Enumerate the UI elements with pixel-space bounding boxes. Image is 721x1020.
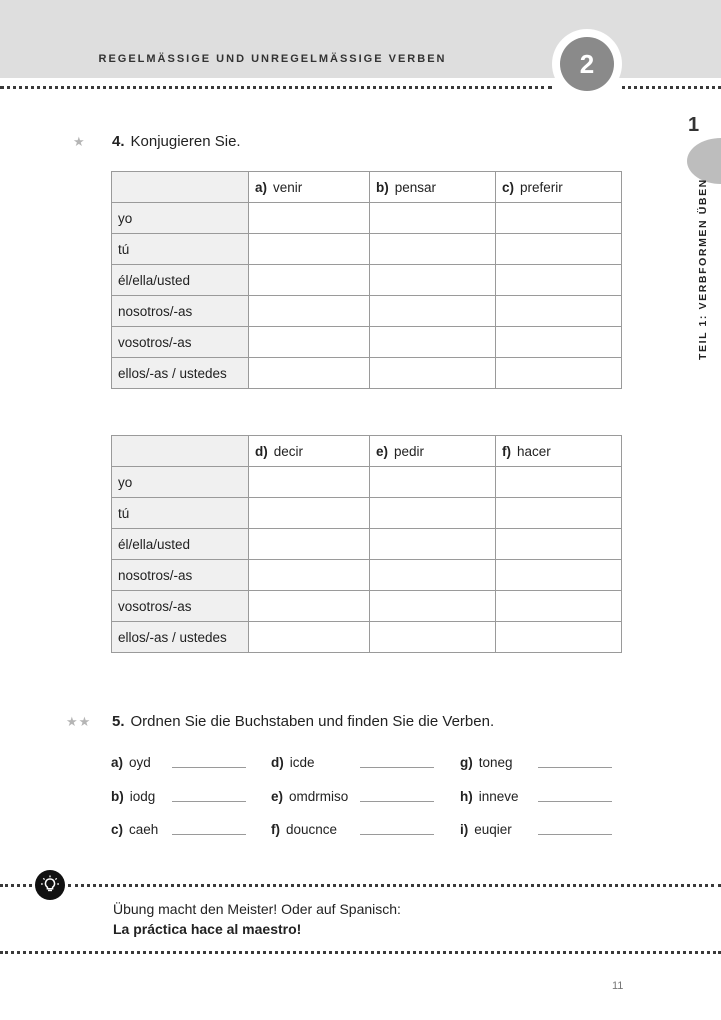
answer-cell[interactable] bbox=[496, 265, 622, 296]
pronoun-cell: vosotros/-as bbox=[112, 327, 249, 358]
answer-blank[interactable] bbox=[538, 767, 612, 768]
pronoun-cell: tú bbox=[112, 498, 249, 529]
answer-cell[interactable] bbox=[370, 358, 496, 389]
answer-cell[interactable] bbox=[249, 622, 370, 653]
difficulty-stars: ★ bbox=[73, 134, 86, 149]
answer-blank[interactable] bbox=[538, 801, 612, 802]
answer-cell[interactable] bbox=[249, 560, 370, 591]
anagram-item: i) euqier bbox=[460, 822, 512, 837]
answer-cell[interactable] bbox=[370, 265, 496, 296]
conjugation-table-2 bbox=[111, 435, 622, 653]
corner-cell bbox=[112, 436, 249, 467]
answer-cell[interactable] bbox=[249, 296, 370, 327]
table-row bbox=[112, 296, 622, 327]
answer-cell[interactable] bbox=[496, 498, 622, 529]
answer-cell[interactable] bbox=[249, 591, 370, 622]
pronoun-cell: ellos/-as / ustedes bbox=[112, 358, 249, 389]
pronoun-cell: nosotros/-as bbox=[112, 560, 249, 591]
answer-cell[interactable] bbox=[370, 467, 496, 498]
answer-cell[interactable] bbox=[249, 358, 370, 389]
exercise-5-heading bbox=[112, 713, 494, 730]
answer-cell[interactable] bbox=[496, 203, 622, 234]
answer-cell[interactable] bbox=[249, 498, 370, 529]
tip-bottom-dotted-divider bbox=[0, 951, 721, 954]
verb-header: f) hacer bbox=[496, 436, 622, 467]
header-dotted-divider-right bbox=[622, 86, 721, 89]
answer-cell[interactable] bbox=[496, 467, 622, 498]
exercise-4-heading bbox=[112, 133, 241, 150]
verb-header: d) decir bbox=[249, 436, 370, 467]
answer-cell[interactable] bbox=[496, 327, 622, 358]
verb-header: c) preferir bbox=[496, 172, 622, 203]
table-row bbox=[112, 327, 622, 358]
answer-cell[interactable] bbox=[496, 296, 622, 327]
header-dotted-divider bbox=[0, 86, 552, 89]
table-row bbox=[112, 234, 622, 265]
answer-cell[interactable] bbox=[496, 529, 622, 560]
answer-cell[interactable] bbox=[370, 203, 496, 234]
exercise-number: 4. bbox=[112, 133, 125, 150]
answer-cell[interactable] bbox=[249, 327, 370, 358]
answer-blank[interactable] bbox=[172, 767, 246, 768]
answer-cell[interactable] bbox=[496, 591, 622, 622]
tip-dotted-divider bbox=[68, 884, 721, 887]
answer-blank[interactable] bbox=[538, 834, 612, 835]
answer-cell[interactable] bbox=[370, 560, 496, 591]
verb-header: e) pedir bbox=[370, 436, 496, 467]
answer-cell[interactable] bbox=[249, 203, 370, 234]
anagram-item: f) doucnce bbox=[271, 822, 338, 837]
table-row bbox=[112, 203, 622, 234]
answer-cell[interactable] bbox=[249, 467, 370, 498]
table-header-row bbox=[112, 436, 622, 467]
pronoun-cell: vosotros/-as bbox=[112, 591, 249, 622]
table-row bbox=[112, 358, 622, 389]
anagram-item: g) toneg bbox=[460, 755, 513, 770]
answer-cell[interactable] bbox=[496, 358, 622, 389]
pronoun-cell: él/ella/usted bbox=[112, 265, 249, 296]
answer-cell[interactable] bbox=[370, 622, 496, 653]
pronoun-cell: yo bbox=[112, 467, 249, 498]
anagram-item: c) caeh bbox=[111, 822, 159, 837]
answer-blank[interactable] bbox=[172, 834, 246, 835]
answer-cell[interactable] bbox=[249, 265, 370, 296]
answer-blank[interactable] bbox=[360, 767, 434, 768]
table-row bbox=[112, 560, 622, 591]
answer-blank[interactable] bbox=[172, 801, 246, 802]
anagram-item: b) iodg bbox=[111, 789, 156, 804]
answer-cell[interactable] bbox=[370, 234, 496, 265]
tip-text: Übung macht den Meister! Oder auf Spanisch: bbox=[113, 901, 401, 917]
answer-cell[interactable] bbox=[496, 234, 622, 265]
verb-header: a) venir bbox=[249, 172, 370, 203]
answer-cell[interactable] bbox=[370, 591, 496, 622]
table-row bbox=[112, 591, 622, 622]
answer-cell[interactable] bbox=[249, 529, 370, 560]
answer-cell[interactable] bbox=[496, 622, 622, 653]
exercise-number: 5. bbox=[112, 713, 125, 730]
tip-spanish-proverb: La práctica hace al maestro! bbox=[113, 921, 302, 937]
answer-cell[interactable] bbox=[370, 327, 496, 358]
corner-cell bbox=[112, 172, 249, 203]
pronoun-cell: ellos/-as / ustedes bbox=[112, 622, 249, 653]
page-number: 11 bbox=[612, 980, 624, 992]
exercise-title: Konjugieren Sie. bbox=[130, 133, 241, 150]
verb-header: b) pensar bbox=[370, 172, 496, 203]
pronoun-cell: tú bbox=[112, 234, 249, 265]
tip-dotted-divider-left bbox=[0, 884, 32, 887]
exercise-title: Ordnen Sie die Buchstaben und finden Sie die Verben. bbox=[130, 713, 495, 730]
table-row bbox=[112, 265, 622, 296]
chapter-badge: 2 bbox=[560, 37, 614, 91]
table-row bbox=[112, 529, 622, 560]
table-header-row bbox=[112, 172, 622, 203]
lightbulb-icon bbox=[35, 870, 65, 900]
section-title: REGELMÄSSIGE UND UNREGELMÄSSIGE VERBEN bbox=[98, 53, 447, 65]
anagram-item: a) oyd bbox=[111, 755, 151, 770]
table-row bbox=[112, 622, 622, 653]
table-row bbox=[112, 498, 622, 529]
pronoun-cell: nosotros/-as bbox=[112, 296, 249, 327]
anagram-item: e) omdrmiso bbox=[271, 789, 349, 804]
pronoun-cell: él/ella/usted bbox=[112, 529, 249, 560]
answer-cell[interactable] bbox=[370, 529, 496, 560]
pronoun-cell: yo bbox=[112, 203, 249, 234]
answer-cell[interactable] bbox=[249, 234, 370, 265]
conjugation-table-1 bbox=[111, 171, 622, 389]
difficulty-stars: ★★ bbox=[66, 714, 92, 729]
anagram-item: h) inneve bbox=[460, 789, 519, 804]
side-section-label: TEIL 1: VERBFORMEN ÜBEN bbox=[697, 178, 709, 360]
anagram-item: d) icde bbox=[271, 755, 315, 770]
answer-cell[interactable] bbox=[496, 560, 622, 591]
answer-blank[interactable] bbox=[360, 801, 434, 802]
answer-blank[interactable] bbox=[360, 834, 434, 835]
part-number: 1 bbox=[688, 114, 700, 136]
answer-cell[interactable] bbox=[370, 498, 496, 529]
table-row bbox=[112, 467, 622, 498]
answer-cell[interactable] bbox=[370, 296, 496, 327]
